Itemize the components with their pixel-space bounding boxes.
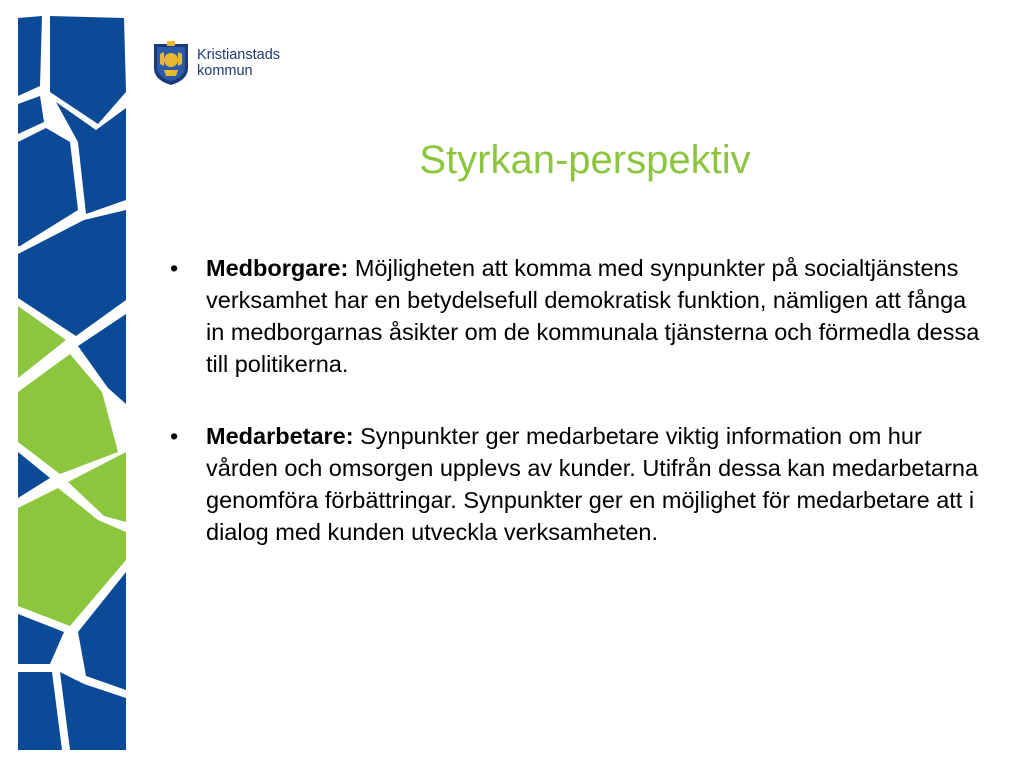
logo-line-2: kommun — [197, 63, 253, 79]
list-item — [170, 252, 990, 380]
bullet-list — [170, 252, 990, 588]
bullet-term: Medborgare: — [206, 255, 355, 281]
list-item — [170, 420, 990, 548]
mosaic-stone — [18, 16, 42, 96]
bullet-marker: • — [170, 255, 179, 281]
bullet-text: Synpunkter ger medarbetare viktig information om hur vården och omsorgen upplevs av kunder. Utifrån dessa kan medarbetarna genomföra förbättringar. Synpunkter ger en möjlighet för medarbetare att i dialog med kunden utveckla verksamheten. — [206, 423, 979, 545]
slide-title: Styrkan-perspektiv — [419, 138, 751, 182]
municipality-logo — [152, 40, 280, 86]
coat-of-arms-icon — [152, 40, 190, 86]
bullet-term: Medarbetare: — [206, 423, 361, 449]
logo-line-1: Kristianstads — [197, 47, 281, 63]
bullet-marker: • — [170, 423, 179, 449]
mosaic-decoration — [0, 0, 140, 768]
logo-wordmark — [197, 47, 280, 79]
bullet-text: Möjligheten att komma med synpunkter på socialtjänstens verksamhet har en betydelsefull demokratisk funktion, nämligen att fånga in medborgarnas åsikter om de kommunala tjänsterna och förmedla dessa till politikerna. — [206, 255, 980, 377]
